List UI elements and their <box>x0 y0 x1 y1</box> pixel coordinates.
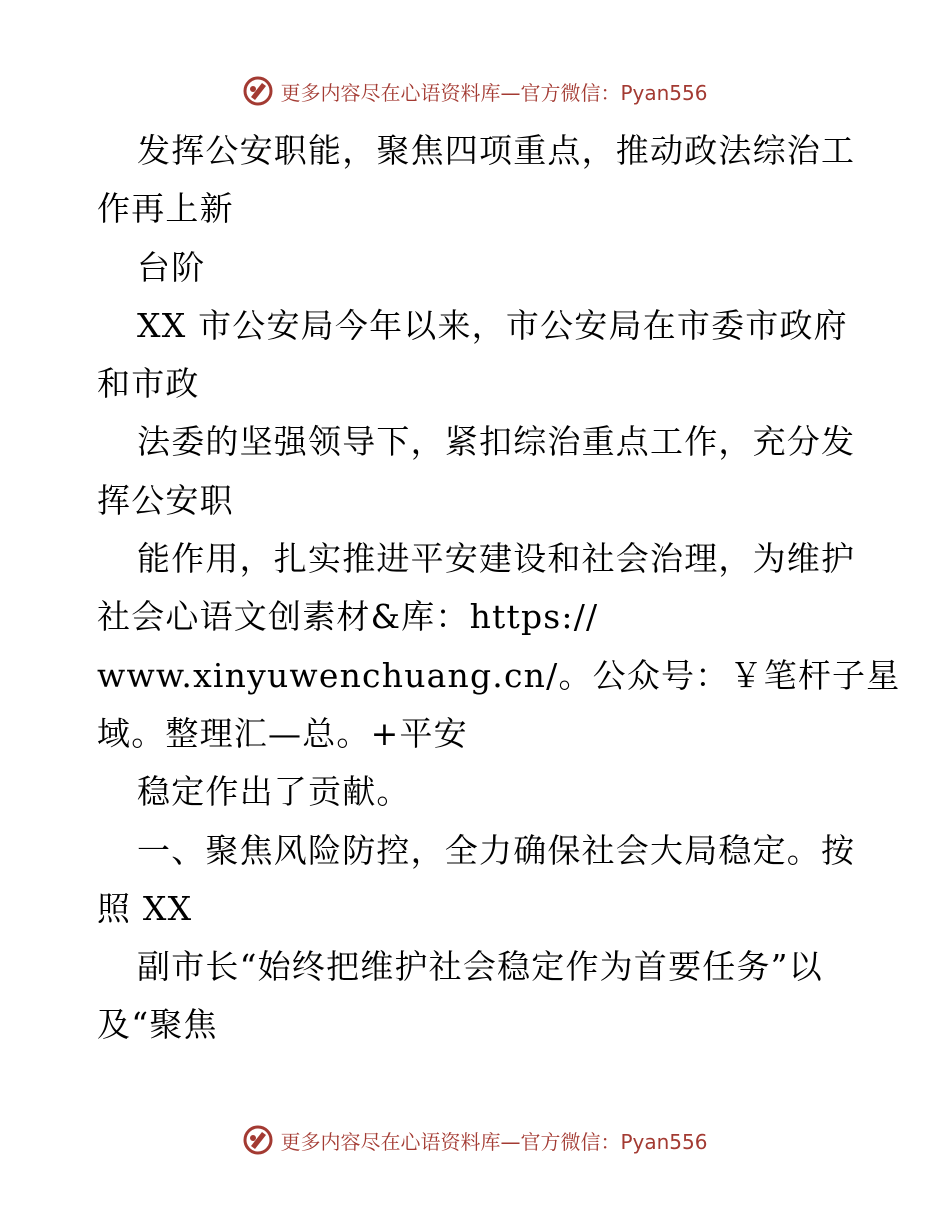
text-line: 稳定作出了贡献。 <box>137 772 411 812</box>
footer-banner-text: 更多内容尽在心语资料库—官方微信：Pyan556 <box>280 1129 708 1154</box>
text-line: 副市长“始终把维护社会稳定作为首要任务”以 <box>137 947 823 987</box>
header-banner <box>0 71 950 111</box>
document-body <box>97 122 901 1055</box>
header-banner-text: 更多内容尽在心语资料库—官方微信：Pyan556 <box>280 80 708 105</box>
text-line: 照 XX <box>97 888 193 928</box>
text-line: XX 市公安局今年以来，市公安局在市委市政府 <box>137 305 848 345</box>
text-line: 一、聚焦风险防控，全力确保社会大局稳定。按 <box>137 830 856 870</box>
text-line: 法委的坚强领导下，紧扣综治重点工作，充分发 <box>137 422 856 462</box>
text-line: 能作用，扎实推进平安建设和社会治理，为维护 <box>137 539 856 579</box>
text-line: 域。整理汇—总。+平安 <box>97 713 468 753</box>
seal-logo-icon <box>242 1124 274 1156</box>
text-line: 发挥公安职能，聚焦四项重点，推动政法综治工 <box>137 131 856 170</box>
text-line: 作再上新 <box>97 189 234 229</box>
seal-logo-icon <box>242 75 274 107</box>
text-line: www.xinyuwenchuang.cn/。公众号：￥笔杆子星 <box>97 655 901 695</box>
text-line: 台阶 <box>137 247 206 287</box>
text-line: 社会心语文创素材&库：https:// <box>97 597 599 637</box>
text-line: 和市政 <box>97 364 200 404</box>
text-line: 及“聚焦 <box>97 1005 218 1045</box>
footer-banner <box>0 1120 950 1160</box>
text-line: 挥公安职 <box>97 480 234 520</box>
